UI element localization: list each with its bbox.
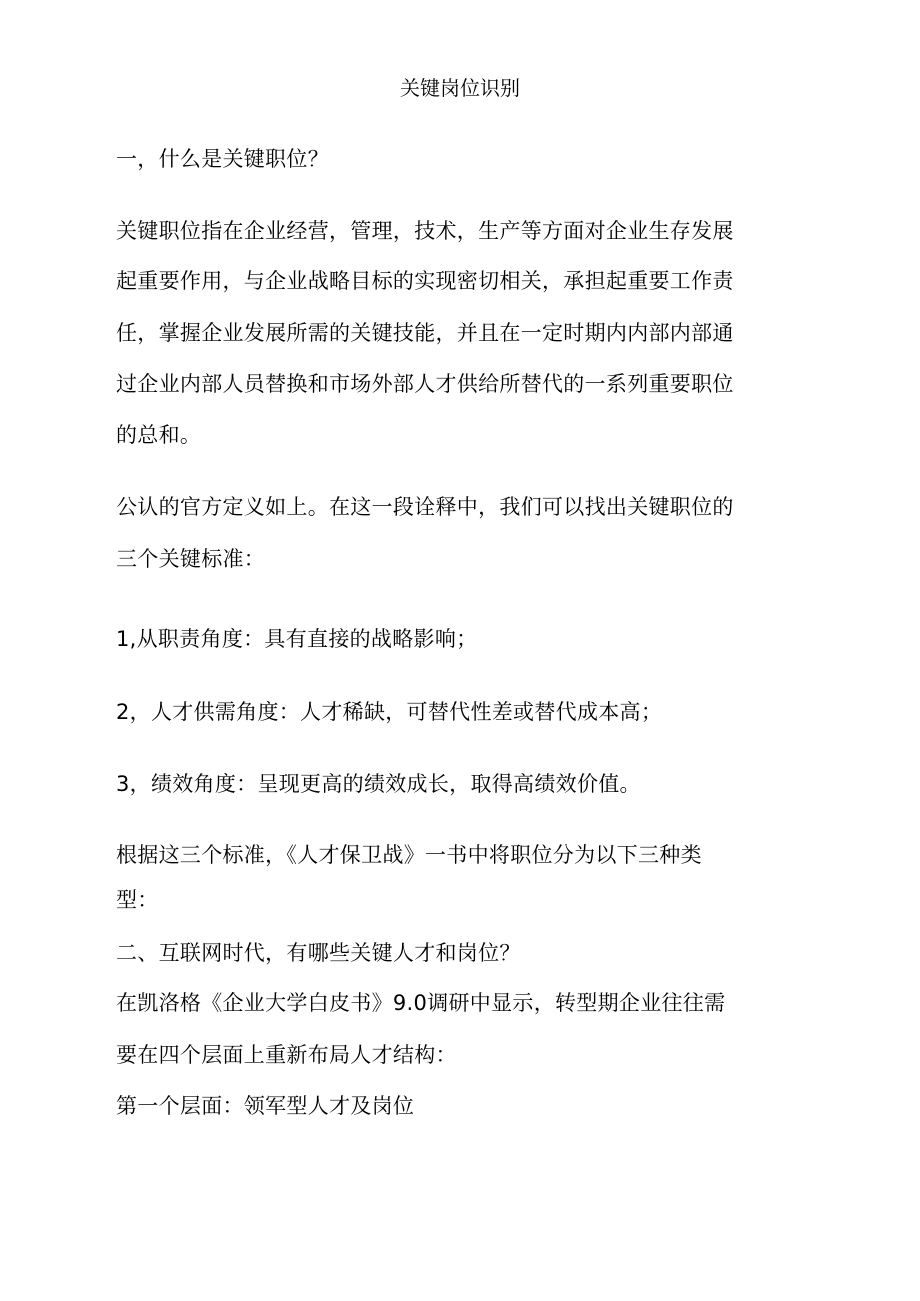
intro-line-1: 公认的官方定义如上。在这一段诠释中，我们可以找出关键职位的 [116,495,734,519]
report-line-1: 在凯洛格《企业大学白皮书》9.0调研中显示，转型期企业往往需 [116,991,726,1015]
criterion-2: 2，人才供需角度：人才稀缺，可替代性差或替代成本高； [116,700,663,724]
document-title: 关键岗位识别 [400,76,520,100]
section-1-heading: 一，什么是关键职位？ [116,147,329,171]
criterion-3: 3，绩效角度：呈现更高的绩效成长，取得高绩效价值。 [116,772,641,796]
level-1-heading: 第一个层面：领军型人才及岗位 [116,1094,415,1118]
classification-line-1: 根据这三个标准，《人才保卫战》一书中将职位分为以下三种类 [116,843,702,867]
definition-line-1: 关键职位指在企业经营，管理，技术，生产等方面对企业生存发展 [116,219,734,243]
intro-line-2: 三个关键标准： [116,547,266,571]
definition-line-4: 过企业内部人员替换和市场外部人才供给所替代的一系列重要职位 [116,372,734,396]
definition-line-5: 的总和。 [116,423,202,447]
definition-line-3: 任，掌握企业发展所需的关键技能，并且在一定时期内内部内部通 [116,321,734,345]
classification-line-2: 型： [116,888,159,912]
definition-line-2: 起重要作用，与企业战略目标的实现密切相关，承担起重要工作责 [116,269,734,293]
criterion-1: 1,从职责角度：具有直接的战略影响； [116,627,478,651]
section-2-heading: 二、互联网时代，有哪些关键人才和岗位？ [116,941,521,965]
report-line-2: 要在四个层面上重新布局人才结构： [116,1043,457,1067]
